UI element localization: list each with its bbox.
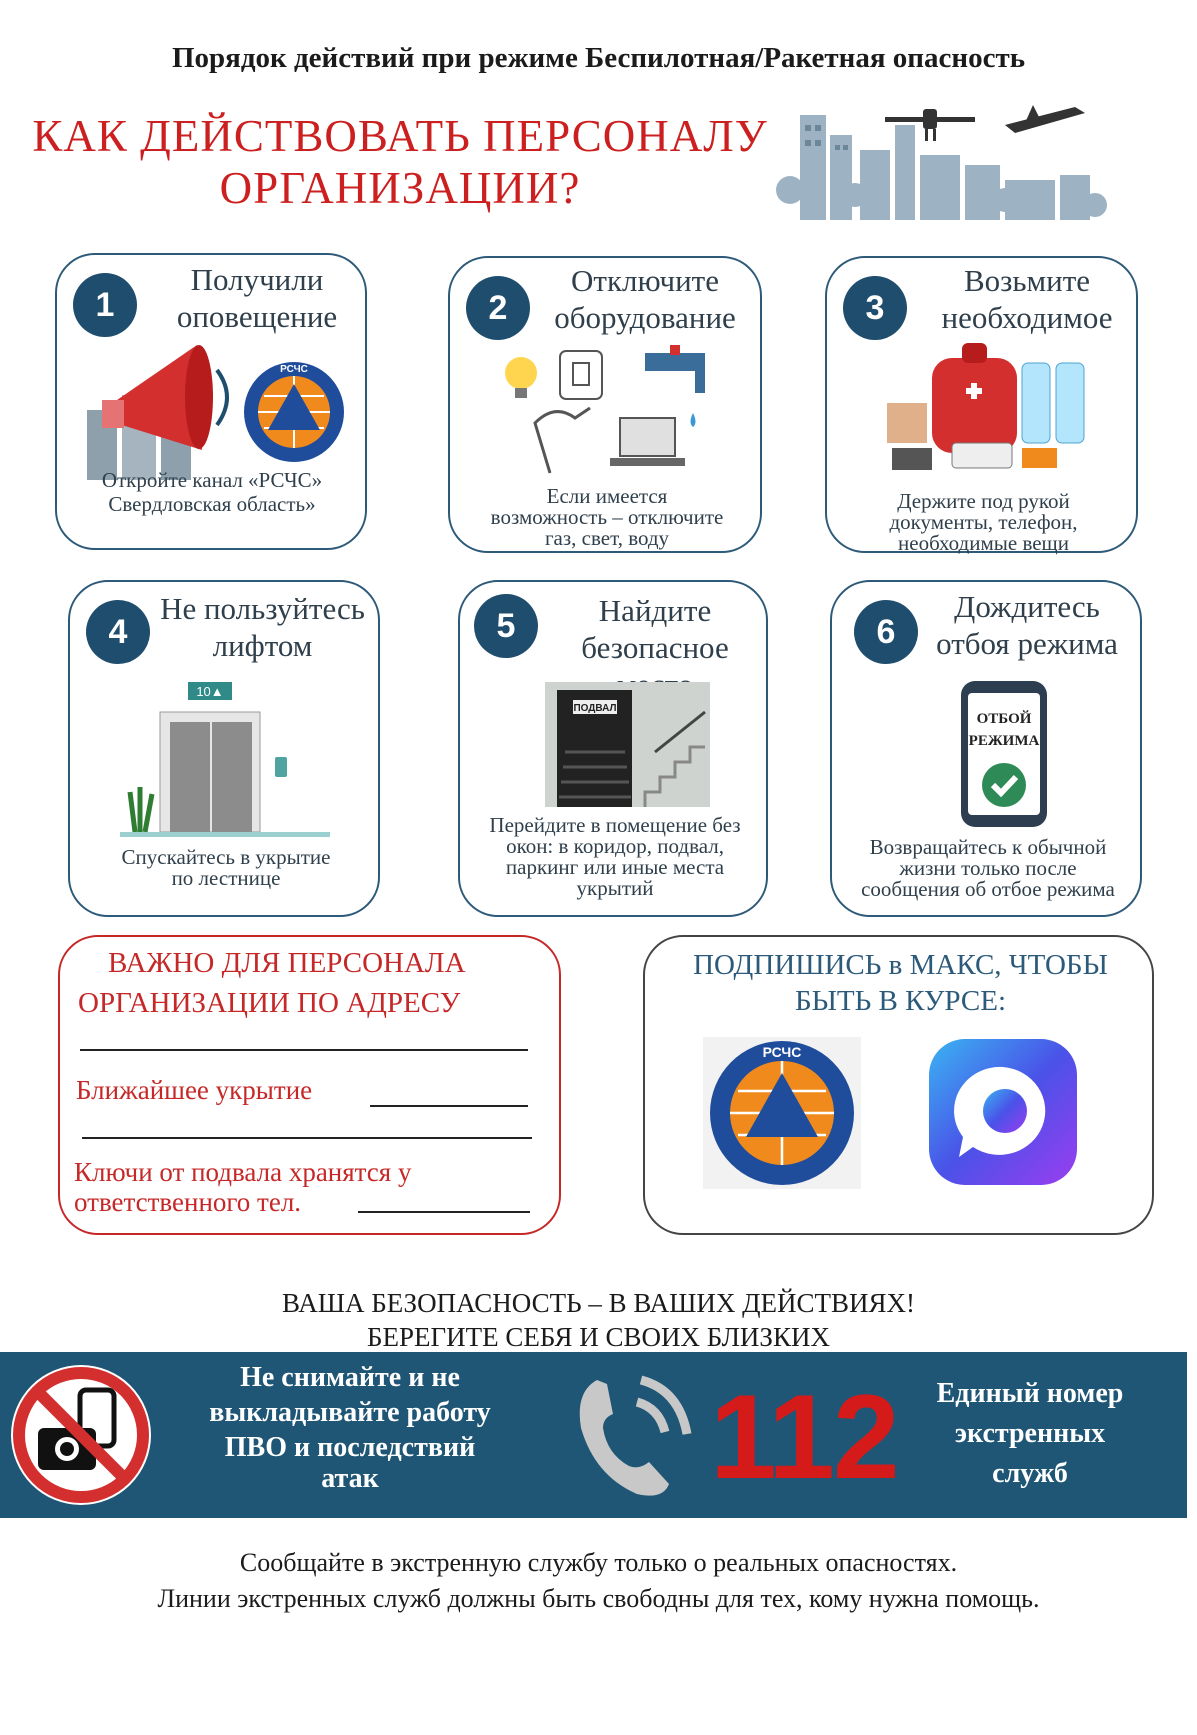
step-title-line2: отбоя режима [936, 626, 1118, 661]
step-title-line2: необходимое [941, 300, 1113, 335]
phone-screen-line2: РЕЖИМА [968, 733, 1040, 749]
phone-handset-icon [575, 1372, 700, 1500]
step-number: 5 [474, 594, 538, 658]
step-card-2 [448, 256, 762, 553]
rschs-channel-logo-text: РСЧС [762, 1044, 802, 1060]
step-title-line2: оповещение [176, 299, 338, 334]
step-desc-line3: необходимые вещи [898, 531, 1069, 555]
warning-line2: выкладывайте работу [209, 1397, 491, 1428]
extra-blank-line[interactable] [82, 1137, 532, 1139]
step-title-line2: лифтом [212, 628, 313, 663]
nearest-shelter-label: Ближайшее укрытие [76, 1075, 313, 1105]
warning-line1: Не снимайте и не [240, 1362, 460, 1393]
step-title-line2: оборудование [554, 300, 736, 335]
step-title-line1: Дождитесь [954, 589, 1100, 624]
step-description [832, 491, 1135, 554]
step-number: 1 [73, 273, 137, 337]
step-desc-line2: возможность – отключите [490, 505, 724, 529]
service-line1: Единый номер [936, 1378, 1124, 1409]
subscribe-title [645, 947, 1156, 1019]
service-line2: экстренных [954, 1418, 1106, 1449]
step-title [922, 262, 1132, 336]
step-number: 2 [466, 276, 530, 340]
service-line3: служб [992, 1458, 1068, 1489]
basement-sign: ПОДВАЛ [573, 703, 617, 714]
step-description [75, 847, 377, 889]
step-card-6 [830, 580, 1142, 917]
step-desc-line2: жизни только после [899, 856, 1077, 880]
main-heading [30, 110, 770, 214]
step-desc-line3: газ, свет, воду [544, 526, 670, 550]
step-title-line1: Получили [190, 262, 324, 297]
step-title-line1: Найдите [598, 593, 712, 628]
subscribe-title-line1: ПОДПИШИСЬ в МАКС, ЧТОБЫ [693, 949, 1108, 981]
step-title-line1: Возьмите [963, 263, 1091, 298]
step-number: 6 [854, 600, 918, 664]
no-filming-warning [180, 1360, 520, 1493]
step-number: 3 [843, 276, 907, 340]
subscribe-title-line2: БЫТЬ В КУРСЕ: [794, 985, 1007, 1017]
important-info-box [58, 935, 561, 1235]
important-title-line2: ОРГАНИЗАЦИИ ПО АДРЕСУ [78, 987, 461, 1019]
step-desc-line1: Спускайтесь в укрытие [121, 845, 331, 869]
keys-line1: Ключи от подвала хранятся у [74, 1157, 412, 1187]
footer-line2: Линии экстренных служб должны быть свободны для тех, кому нужна помощь. [157, 1584, 1040, 1613]
step-description [465, 815, 765, 899]
step-title [540, 262, 750, 336]
responsible-phone-blank[interactable] [358, 1211, 530, 1213]
elevator-icon [120, 682, 330, 837]
phone-all-clear-icon [959, 679, 1049, 829]
step-title [922, 588, 1132, 662]
safety-slogan-line1: ВАША БЕЗОПАСНОСТЬ – В ВАШИХ ДЕЙСТВИЯХ! [281, 1288, 916, 1318]
keys-line2: ответственного тел. [74, 1187, 302, 1217]
step-title-line1: Отключите [571, 263, 719, 298]
step-desc-line1: Если имеется [546, 484, 668, 508]
step-title-line2: безопасное [581, 630, 729, 665]
step-desc-line4: укрытий [576, 876, 654, 900]
warning-line4: атак [321, 1463, 379, 1494]
step-desc-line2: документы, телефон, [889, 510, 1078, 534]
important-title-line1: ВАЖНО ДЛЯ ПЕРСОНАЛА [108, 947, 466, 979]
max-messenger-icon[interactable] [927, 1037, 1079, 1187]
basement-entrance-icon [545, 682, 710, 807]
warning-line3: ПВО и последствий [224, 1432, 476, 1463]
main-heading-line1: КАК ДЕЙСТВОВАТЬ ПЕРСОНАЛУ [32, 111, 768, 161]
step-desc-line1: Возвращайтесь к обычной [869, 835, 1107, 859]
no-photo-icon [8, 1362, 154, 1508]
phone-screen-line1: ОТБОЙ [976, 711, 1032, 727]
emergency-banner [0, 1352, 1187, 1518]
address-blank-line[interactable] [80, 1049, 528, 1051]
step-card-3 [825, 256, 1138, 553]
emergency-services-label [920, 1374, 1140, 1494]
step-desc-line1: Откройте канал «РСЧС» [101, 468, 323, 492]
rschs-channel-logo-icon[interactable] [703, 1037, 861, 1189]
step-desc-line3: паркинг или иные места [505, 855, 725, 879]
step-title-line1: Не пользуйтесь [160, 591, 365, 626]
nearest-shelter-blank[interactable] [370, 1105, 528, 1107]
step-title [157, 261, 357, 335]
emergency-kit-icon [882, 343, 1107, 478]
step-number: 4 [86, 600, 150, 664]
footer-line1: Сообщайте в экстренную службу только о реальных опасностях. [239, 1548, 958, 1577]
step-desc-line1: Держите под рукой [897, 489, 1070, 513]
city-drones-illustration [775, 95, 1115, 230]
step-desc-line2: окон: в коридор, подвал, [506, 834, 724, 858]
step-description [455, 486, 759, 549]
step-card-4 [68, 580, 380, 917]
rschs-logo-icon [242, 360, 347, 465]
step-description [67, 468, 357, 516]
step-desc-line3: сообщения об отбое режима [861, 877, 1115, 901]
step-desc-line2: Свердловская область» [108, 492, 316, 516]
switch-off-equipment-icon [495, 343, 720, 478]
main-heading-line2: ОРГАНИЗАЦИИ? [219, 163, 581, 213]
step-desc-line1: Перейдите в помещение без [489, 813, 741, 837]
step-title [155, 590, 370, 664]
safety-slogan-line2: БЕРЕГИТЕ СЕБЯ И СВОИХ БЛИЗКИХ [367, 1322, 830, 1352]
step-card-1 [55, 253, 367, 550]
step-description [837, 837, 1139, 900]
emergency-number[interactable]: 112 [710, 1370, 898, 1504]
step-desc-line2: по лестнице [171, 866, 281, 890]
step-card-5 [458, 580, 768, 917]
elevator-display: 10▲ [196, 684, 224, 699]
document-title: Порядок действий при режиме Беспилотная/Ракетная опасность [171, 42, 1026, 74]
megaphone-icon [77, 340, 237, 480]
rschs-logo-text: РСЧС [280, 364, 308, 375]
subscribe-box [643, 935, 1154, 1235]
